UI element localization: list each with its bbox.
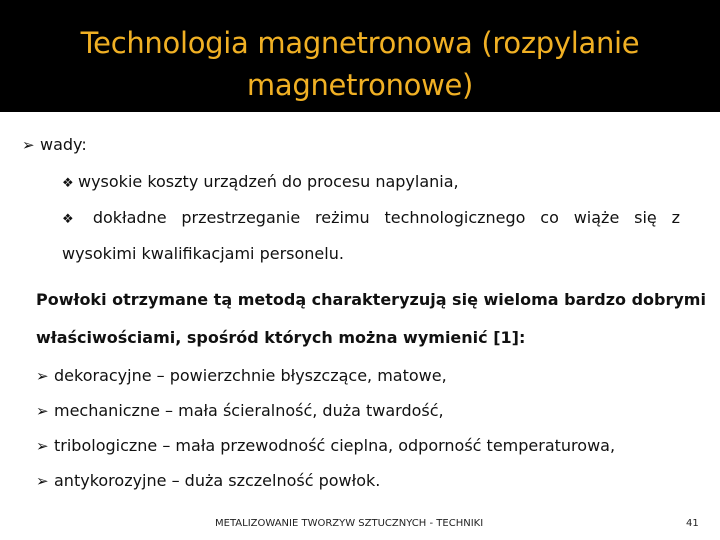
property-item [36, 401, 444, 421]
property-item [36, 366, 447, 386]
title-line-2: magnetronowe) [246, 68, 474, 102]
drawback-item [62, 172, 459, 194]
property-item [36, 436, 615, 456]
slide-title [0, 22, 720, 106]
arrow-bullet-icon: ➢ [36, 367, 49, 385]
title-bar [0, 0, 720, 112]
property-item [36, 471, 380, 491]
property-item-text: dekoracyjne – powierzchnie błyszczące, matowe, [54, 366, 447, 385]
diamond-bullet-icon: ❖ [62, 212, 74, 227]
drawback-item-text: wysokie koszty urządzeń do procesu napylania, [78, 172, 459, 191]
property-item-text: mechaniczne – mała ścieralność, duża twardość, [54, 401, 444, 420]
arrow-bullet-icon: ➢ [36, 402, 49, 420]
arrow-bullet-icon: ➢ [22, 136, 35, 154]
drawback-item [62, 208, 680, 230]
title-line-1: Technologia magnetronowa (rozpylanie [80, 26, 640, 60]
page-number: 41 [686, 518, 699, 529]
drawback-item-continuation: wysokimi kwalifikacjami personelu. [62, 244, 344, 263]
drawbacks-heading [22, 135, 87, 155]
drawbacks-heading-label: wady: [40, 135, 87, 154]
diamond-bullet-icon: ❖ [62, 176, 74, 191]
footer-text: METALIZOWANIE TWORZYW SZTUCZNYCH - TECHNIKI [215, 518, 484, 529]
properties-intro-line-1: Powłoki otrzymane tą metodą charakteryzują się wieloma bardzo dobrymi [36, 290, 706, 309]
arrow-bullet-icon: ➢ [36, 472, 49, 490]
properties-intro-line-2: właściwościami, spośród których można wymienić [1]: [36, 328, 526, 347]
property-item-text: antykorozyjne – duża szczelność powłok. [54, 471, 381, 490]
drawback-item-text: dokładne przestrzeganie reżimu technologicznego co wiąże się z [92, 208, 680, 227]
arrow-bullet-icon: ➢ [36, 437, 49, 455]
property-item-text: tribologiczne – mała przewodność cieplna, odporność temperaturowa, [54, 436, 616, 455]
